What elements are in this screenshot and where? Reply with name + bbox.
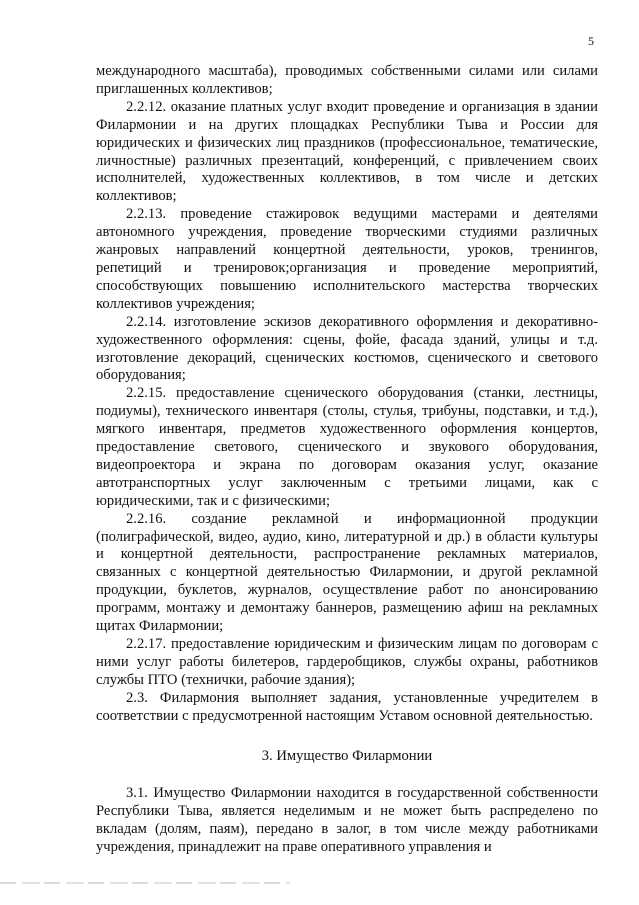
paragraph-2-2-12: 2.2.12. оказание платных услуг входит проведение и организация в здании Филармонии и на других площадках Республики Тыва и России для юридических и физических лиц праздников (профессиональное, тематические, личностные) различных презентаций, конференций, с привлечением своих исполнителей, художественных коллективов, в том числе и детских коллективов; [96, 98, 598, 205]
paragraph-2-2-13: 2.2.13. проведение стажировок ведущими мастерами и деятелями автономного учреждения, проведение творческими студиями различных жанровых направлений концертной деятельности, уроков, тренингов, репетиций и тренировок;организация и проведение мероприятий, способствующих повышению исполнительского мастерства творческих коллективов учреждения; [96, 206, 598, 312]
paragraph-continuation: международного масштаба), проводимых собственными силами или силами приглашенных коллективов; [96, 63, 598, 97]
paragraph-2-2-15: 2.2.15. предоставление сценического оборудования (станки, лестницы, подиумы), технического инвентаря (столы, стулья, трибуны, подставки, и т.д.), мягкого инвентаря, предметов художественного оформления концертов, предоставление светового, сценического и звукового оборудования, видеопроектора и экрана по договорам оказания услуг, оказание автотранспортных услуг заключенным с третьими лицами, как с юридическими, так и с физическими; [96, 385, 598, 509]
document-body [96, 63, 598, 857]
scan-artifact-line [0, 882, 290, 884]
paragraph-2-3: 2.3. Филармония выполняет задания, установленные учредителем в соответствии с предусмотренной настоящим Уставом основной деятельностью. [96, 689, 598, 724]
paragraph-2-2-14: 2.2.14. изготовление эскизов декоративного оформления и декоративно-художественного оформления: сцены, фойе, фасада зданий, улицы и т.д. изготовление декораций, сценических костюмов, сценического и светового оборудования; [96, 313, 598, 384]
paragraph-2-2-16: 2.2.16. создание рекламной и информационной продукции (полиграфической, видео, аудио, кино, литературной и др.) в области культуры и концертной деятельности, распространение рекламных материалов, связанных с концертной деятельностью Филармонии, и другой рекламной продукции, буклетов, журналов, осуществление работ по анонсированию программ, монтажу и демонтажу баннеров, размещению афиш на рекламных щитах Филармонии; [96, 510, 598, 635]
paragraph-3-1: 3.1. Имущество Филармонии находится в государственной собственности Республики Тыва, является неделимым и не может быть распределено по вкладам (долям, паям), передано в залог, в том числе между работниками учреждения, принадлежит на праве оперативного управления и [96, 785, 598, 856]
page-number: 5 [588, 34, 594, 48]
section-heading: 3. Имущество Филармонии [261, 747, 433, 764]
paragraph-2-2-17: 2.2.17. предоставление юридическим и физическим лицам по договорам с ними услуг работы билетеров, гардеробщиков, службы охраны, работников службы ПТО (технички, рабочие здания); [96, 636, 598, 688]
